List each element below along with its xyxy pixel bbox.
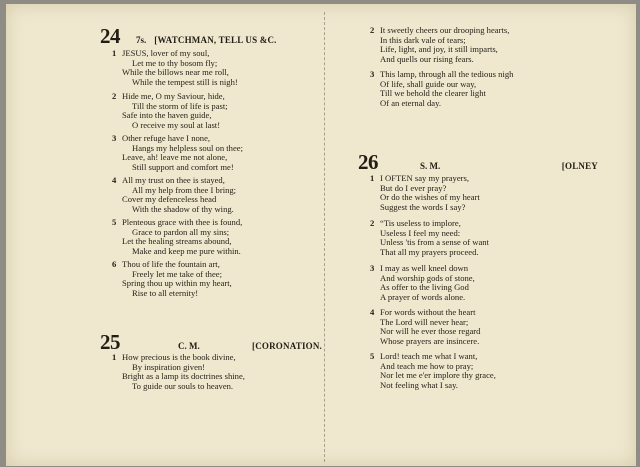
verse-line: Let me to thy bosom fly; [132, 57, 218, 68]
hymn-25-verse-1 [112, 353, 245, 391]
verse-line: This lamp, through all the tedious nigh [380, 69, 514, 79]
hymn-26-header [358, 150, 598, 175]
hymn-26-verse-5 [370, 352, 496, 390]
verse-number: 2 [370, 218, 375, 228]
hymn-number: 25 [100, 330, 120, 354]
verse-line: Grace to pardon all my sins; [132, 226, 230, 237]
hymn-26-verse-2 [370, 219, 489, 257]
verse-line: Leave, ah! leave me not alone, [122, 152, 228, 163]
verse-line: Nor let me e'er implore thy grace, [380, 370, 496, 381]
hymn-tune: [WATCHMAN, TELL US &C. [154, 35, 277, 45]
hymn-24-verse-3 [112, 134, 243, 172]
hymn-meter: 7s. [136, 35, 147, 45]
verse-line: I may as well kneel down [380, 263, 469, 273]
verse-number: 1 [370, 173, 375, 183]
hymn-24-header [100, 24, 320, 49]
verse-line: Rise to all eternity! [132, 287, 199, 298]
hymn-26-verse-4 [370, 308, 480, 346]
hymn-24-verse-4 [112, 176, 236, 214]
verse-line: Spring thou up within my heart, [122, 278, 232, 289]
verse-line: Till the storm of life is past; [132, 100, 228, 111]
hymn-25-verse-2 [370, 26, 509, 64]
verse-line: But do I ever pray? [380, 182, 447, 193]
verse-line: While the tempest still is nigh! [132, 76, 238, 87]
verse-number: 6 [112, 259, 117, 269]
verse-line: Unless 'tis from a sense of want [380, 237, 489, 248]
hymn-25-verse-3 [370, 70, 513, 108]
verse-number: 3 [370, 263, 375, 273]
verse-line: JESUS, lover of my soul, [122, 48, 210, 58]
verse-line: Nor will he ever those regard [380, 326, 481, 337]
verse-line: “Tis useless to implore, [380, 218, 461, 228]
verse-line: All my trust on thee is stayed, [122, 175, 225, 185]
page-fold-divider [324, 12, 326, 462]
hymn-26-verse-1 [370, 174, 480, 212]
verse-line: Cover my defenceless head [122, 194, 217, 205]
verse-number: 3 [370, 69, 375, 79]
verse-line: Still support and comfort me! [132, 161, 234, 172]
verse-line: Not feeling what I say. [380, 379, 458, 390]
verse-line: Bright as a lamp its doctrines shine, [122, 371, 245, 382]
verse-line: And quells our rising fears. [380, 53, 474, 64]
verse-line: As offer to the living God [380, 282, 469, 293]
verse-number: 1 [112, 352, 117, 362]
hymn-24-verse-2 [112, 92, 228, 130]
verse-line: To guide our souls to heaven. [132, 380, 234, 391]
verse-number: 4 [370, 307, 375, 317]
verse-line: For words without the heart [380, 307, 476, 317]
verse-number: 4 [112, 175, 117, 185]
hymn-tune: [CORONATION. [252, 341, 322, 351]
verse-line: Freely let me take of thee; [132, 268, 222, 279]
verse-line: Useless I feel my need: [380, 227, 461, 238]
verse-line: Till we behold the clearer light [380, 88, 486, 99]
verse-number: 5 [112, 217, 117, 227]
verse-line: It sweetly cheers our drooping hearts, [380, 25, 510, 35]
verse-number: 2 [112, 91, 117, 101]
verse-line: And teach me how to pray; [380, 360, 474, 371]
verse-number: 5 [370, 351, 375, 361]
verse-line: O receive my soul at last! [132, 119, 221, 130]
verse-line: All my help from thee I bring; [132, 184, 237, 195]
verse-line: In this dark vale of tears; [380, 34, 466, 45]
verse-line: Hide me, O my Saviour, hide, [122, 91, 225, 101]
verse-line: Let the healing streams abound, [122, 236, 232, 247]
verse-number: 3 [112, 133, 117, 143]
verse-line: Or do the wishes of my heart [380, 192, 480, 203]
verse-number: 1 [112, 48, 117, 58]
verse-line: By inspiration given! [132, 361, 206, 372]
verse-line: Suggest the words I say? [380, 201, 466, 212]
verse-line: Lord! teach me what I want, [380, 351, 478, 361]
hymn-meter: C. M. [178, 341, 200, 351]
verse-number: 2 [370, 25, 375, 35]
verse-line: Make and keep me pure within. [132, 245, 241, 256]
verse-line: The Lord will never hear; [380, 316, 469, 327]
verse-line: I OFTEN say my prayers, [380, 173, 470, 183]
verse-line: With the shadow of thy wing. [132, 203, 234, 214]
verse-line: While the billows near me roll, [122, 67, 229, 78]
verse-line: Other refuge have I none, [122, 133, 211, 143]
verse-line: Whose prayers are insincere. [380, 335, 480, 346]
verse-line: And worship gods of stone, [380, 272, 475, 283]
verse-line: Of an eternal day. [380, 97, 441, 108]
verse-line: How precious is the book divine, [122, 352, 236, 362]
hymn-24-verse-1 [112, 49, 238, 87]
hymn-meter: S. M. [420, 161, 441, 171]
hymn-number: 24 [100, 24, 120, 48]
verse-line: Plenteous grace with thee is found, [122, 217, 243, 227]
hymn-24-verse-5 [112, 218, 242, 256]
hymn-24-verse-6 [112, 260, 232, 298]
verse-line: Hangs my helpless soul on thee; [132, 142, 243, 153]
hymn-tune: [OLNEY [561, 161, 598, 171]
verse-line: Life, light, and joy, it still imparts, [380, 44, 498, 55]
verse-line: That all my prayers proceed. [380, 246, 479, 257]
verse-line: Safe into the haven guide, [122, 110, 212, 121]
verse-line: Thou of life the fountain art, [122, 259, 220, 269]
verse-line: Of life, shall guide our way, [380, 78, 477, 89]
hymn-number: 26 [358, 150, 378, 174]
verse-line: A prayer of words alone. [380, 291, 466, 302]
hymnal-page [6, 4, 636, 466]
hymn-26-verse-3 [370, 264, 475, 302]
